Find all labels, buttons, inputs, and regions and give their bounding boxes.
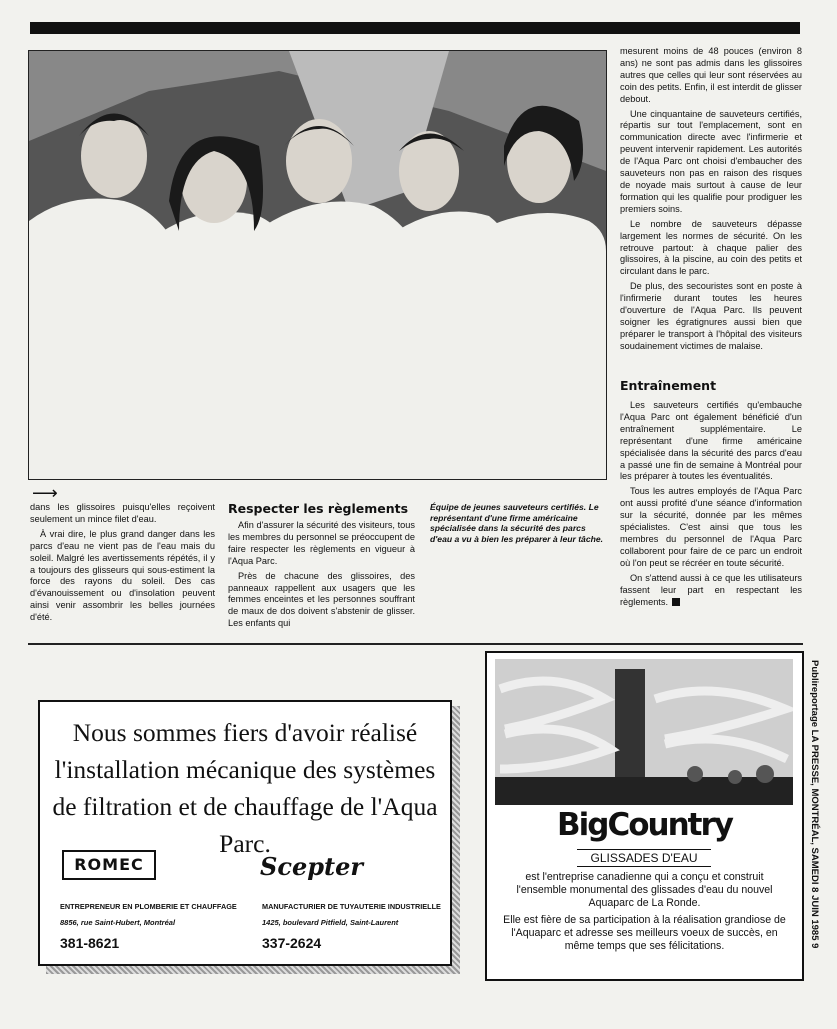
paragraph: Les sauveteurs certifiés qu'embauche l'Aqua Parc ont également bénéficié d'un entraînement supplémentaire. Le représentant d'une firme américaine spécialisée dans la sécurité des parcs d'eau a passé une fin de semaine à Montréal pour les préparer à toutes les éventualités. bbox=[620, 400, 802, 482]
scepter-name: MANUFACTURIER DE TUYAUTERIE INDUSTRIELLE bbox=[262, 902, 441, 911]
paragraph: Le nombre de sauveteurs dépasse largement les normes de sécurité. On les retrouve partout: à chaque palier des glissoires, à la piscine, au coin des petits et circulant dans le parc. bbox=[620, 218, 802, 277]
scepter-address: 1425, boulevard Pitfield, Saint-Laurent bbox=[262, 918, 399, 927]
lifeguards-photo bbox=[28, 50, 607, 480]
ad-bigcountry bbox=[485, 651, 804, 981]
heading-entrainement: Entraînement bbox=[620, 378, 717, 393]
paragraph-text: On s'attend aussi à ce que les utilisateurs fassent leur part en respectant les règlements. bbox=[620, 572, 802, 607]
romec-address: 8856, rue Saint-Hubert, Montréal bbox=[60, 918, 176, 927]
article-column-2 bbox=[228, 520, 415, 633]
article-column-1 bbox=[30, 502, 215, 627]
photo-caption: Équipe de jeunes sauveteurs certifiés. Le représentant d'une firme américaine spécialisée dans la sécurité des parcs d'eau a vu à bien les préparer à leur tâche. bbox=[430, 502, 604, 544]
paragraph: Elle est fière de sa participation à la réalisation grandiose de l'Aquaparc et adresse ses meilleurs voeux de succès, en même temps que ses félicitations. bbox=[503, 914, 786, 952]
ad-romec-scepter bbox=[38, 700, 452, 966]
romec-name: ENTREPRENEUR EN PLOMBERIE ET CHAUFFAGE bbox=[60, 902, 237, 911]
heading-respecter: Respecter les règlements bbox=[228, 501, 409, 516]
scepter-logo: Scepter bbox=[260, 852, 363, 881]
scepter-phone: 337-2624 bbox=[262, 935, 322, 951]
paragraph bbox=[620, 573, 802, 609]
bigcountry-subtitle: GLISSADES D'EAU bbox=[577, 849, 711, 867]
paragraph: De plus, des secouristes sont en poste à l'infirmerie durant toutes les heures d'ouverture de l'Aqua Parc. Ils peuvent soigner les égratignures aussi bien que préparer le transport à l'hôpital des visiteurs soudainement victimes de malaise. bbox=[620, 281, 802, 351]
paragraph: Tous les autres employés de l'Aqua Parc ont aussi profité d'une séance d'information sur la sécurité, donnée par les mêmes spécialistes. C'est ainsi que tous les membres du personnel de l'Aqua Parc collaborent pour faire de ce parc un endroit où l'on peut se récréer en toute sécurité. bbox=[620, 486, 802, 568]
romec-logo: ROMEC bbox=[62, 850, 156, 880]
article-column-3 bbox=[620, 46, 802, 356]
romec-phone: 381-8621 bbox=[60, 935, 120, 951]
top-rule bbox=[30, 22, 800, 34]
section-divider bbox=[28, 643, 803, 645]
bigcountry-text bbox=[499, 871, 790, 957]
paragraph: À vrai dire, le plus grand danger dans les parcs d'eau ne vient pas de l'eau mais du soleil. Malgré les avertissements répétés, il y a toujours des glisseurs qui sous-estiment la force des rayons du soleil. Des cas d'évanouissement ou d'insolation peuvent ainsi venir assombrir les belles journées d'été. bbox=[30, 528, 215, 623]
ad-headline: Nous sommes fiers d'avoir réalisé l'installation mécanique des systèmes de filtration et de chauffage de l'Aqua Parc. bbox=[52, 718, 438, 858]
folio-text: Publireportage LA PRESSE, MONTRÉAL, SAMEDI 8 JUIN 1985 9 bbox=[809, 660, 820, 949]
paragraph: Afin d'assurer la sécurité des visiteurs, tous les membres du personnel se préoccupent de faire respecter les règlements en vigueur à l'Aqua Parc. bbox=[228, 520, 415, 566]
paragraph: est l'entreprise canadienne qui a conçu et construit l'ensemble monumental des glissades d'eau du nouvel Aquaparc de La Ronde. bbox=[516, 871, 773, 909]
bigcountry-logo: BigCountry bbox=[557, 807, 732, 843]
page-folio bbox=[806, 660, 824, 980]
paragraph: dans les glissoires puisqu'elles reçoivent seulement un mince filet d'eau. bbox=[30, 502, 215, 524]
paragraph: Une cinquantaine de sauveteurs certifiés, répartis sur tout l'emplacement, sont en communication directe avec l'infirmerie et peuvent intervenir rapidement. Les autorités de l'Aqua Parc ont choisi d'embaucher des sauveteurs non pas en raison des risques de noyade mais surtout à cause de leur formation qui les qualifie pour prodiguer les premiers soins. bbox=[620, 108, 802, 214]
paragraph: Près de chacune des glissoires, des panneaux rappellent aux usagers que les femmes enceintes et les personnes souffrant de maux de dos doivent s'abstenir de glisser. Les enfants qui bbox=[228, 570, 415, 629]
article-column-3b bbox=[620, 400, 802, 611]
continuation-arrow-icon: ⟶ bbox=[32, 483, 58, 503]
waterslides-photo bbox=[495, 659, 793, 805]
paragraph: mesurent moins de 48 pouces (environ 8 ans) ne sont pas admis dans les glissoires autres que celles qui leur sont réservées au coin des petits. Enfin, il est interdit de glisser debout. bbox=[620, 46, 802, 104]
end-mark-icon bbox=[672, 598, 680, 606]
